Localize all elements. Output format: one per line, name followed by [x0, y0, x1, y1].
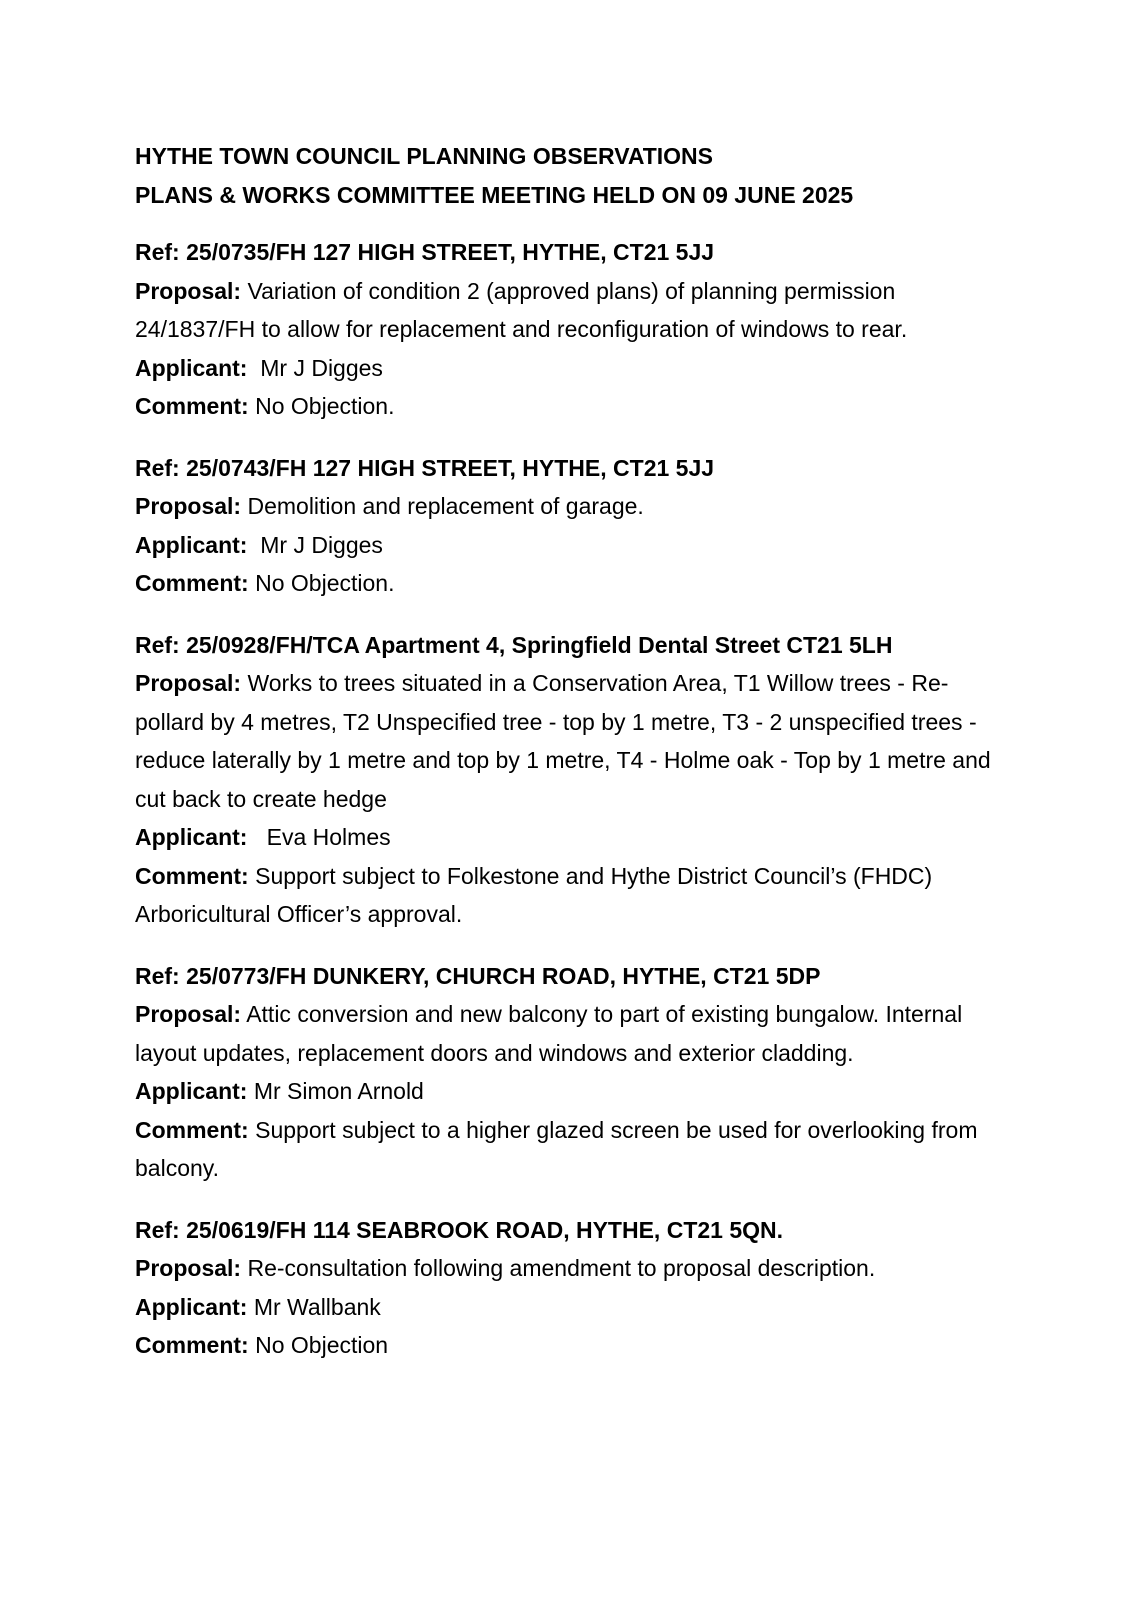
field-label: Proposal: [135, 670, 242, 696]
field-value: Re-consultation following amendment to proposal description. [241, 1255, 876, 1281]
planning-application-section [135, 233, 1011, 426]
field-label: Applicant: [135, 531, 248, 558]
field-label: Applicant: [135, 1293, 248, 1320]
field-label: Comment: [135, 1332, 249, 1358]
applicant-field [135, 1072, 1011, 1111]
applicant-field [135, 818, 1011, 857]
document-title: HYTHE TOWN COUNCIL PLANNING OBSERVATIONS [135, 143, 714, 169]
field-label: Proposal: [135, 493, 242, 519]
proposal-field [135, 664, 1011, 818]
field-value: Eva Holmes [247, 824, 391, 850]
comment-field [135, 1326, 1011, 1365]
comment-field [135, 1111, 1011, 1188]
field-value: Mr Simon Arnold [247, 1078, 424, 1104]
comment-field [135, 564, 1011, 603]
comment-field [135, 387, 1011, 426]
field-value: Mr Wallbank [247, 1293, 381, 1320]
field-value: Mr J Digges [247, 531, 383, 558]
application-ref: Ref: 25/0619/FH 114 SEABROOK ROAD, HYTHE, CT21 5QN. [135, 1216, 784, 1243]
field-value: No Objection. [248, 393, 395, 419]
document-subtitle: PLANS & WORKS COMMITTEE MEETING HELD ON 09 JUNE 2025 [135, 181, 854, 208]
application-ref: Ref: 25/0773/FH DUNKERY, CHURCH ROAD, HYTHE, CT21 5DP [135, 962, 821, 989]
applicant-field [135, 526, 1011, 565]
field-label: Comment: [135, 1116, 249, 1143]
field-value: Support subject to a higher glazed screen be used for overlooking from balcony. [135, 1116, 984, 1181]
proposal-field [135, 272, 1011, 349]
field-label: Proposal: [135, 1255, 242, 1281]
field-label: Comment: [135, 570, 249, 596]
field-value: Attic conversion and new balcony to part of existing bungalow. Internal layout updates, replacement doors and windows and exterior cladding. [135, 1001, 969, 1066]
field-label: Comment: [135, 862, 249, 889]
document-content [135, 137, 1011, 1365]
field-value: No Objection. [248, 570, 395, 596]
field-label: Proposal: [135, 1001, 242, 1027]
application-ref: Ref: 25/0743/FH 127 HIGH STREET, HYTHE, CT21 5JJ [135, 454, 715, 481]
field-label: Proposal: [135, 277, 242, 304]
planning-application-section [135, 957, 1011, 1188]
proposal-field [135, 995, 1011, 1072]
field-label: Applicant: [135, 354, 248, 381]
application-ref: Ref: 25/0735/FH 127 HIGH STREET, HYTHE, CT21 5JJ [135, 239, 715, 265]
application-ref: Ref: 25/0928/FH/TCA Apartment 4, Springfield Dental Street CT21 5LH [135, 631, 893, 658]
planning-application-section [135, 1211, 1011, 1365]
planning-application-section [135, 449, 1011, 603]
applicant-field [135, 1288, 1011, 1327]
planning-application-section [135, 626, 1011, 934]
field-value: Demolition and replacement of garage. [241, 493, 644, 519]
comment-field [135, 857, 1011, 934]
proposal-field [135, 487, 1011, 526]
field-value: No Objection [248, 1332, 389, 1358]
field-label: Applicant: [135, 824, 248, 850]
field-label: Comment: [135, 393, 249, 419]
applicant-field [135, 349, 1011, 388]
document-header [135, 137, 1011, 214]
field-value: Works to trees situated in a Conservation Area, T1 Willow trees - Re-pollard by 4 metres, T2 Unspecified tree - top by 1 metre, T3 - 2 unspecified trees - reduce laterally by 1 metre and top by 1 metre, T4 - Holme oak - Top by 1 metre and cut back to create hedge [135, 670, 998, 812]
field-value: Variation of condition 2 (approved plans) of planning permission 24/1837/FH to allow for replacement and reconfiguration of windows to rear. [135, 277, 908, 342]
proposal-field [135, 1249, 1011, 1288]
field-value: Mr J Digges [247, 354, 383, 381]
field-value: Support subject to Folkestone and Hythe District Council’s (FHDC) Arboricultural Officer’s approval. [135, 862, 938, 927]
field-label: Applicant: [135, 1078, 248, 1104]
sections-container [135, 233, 1011, 1365]
